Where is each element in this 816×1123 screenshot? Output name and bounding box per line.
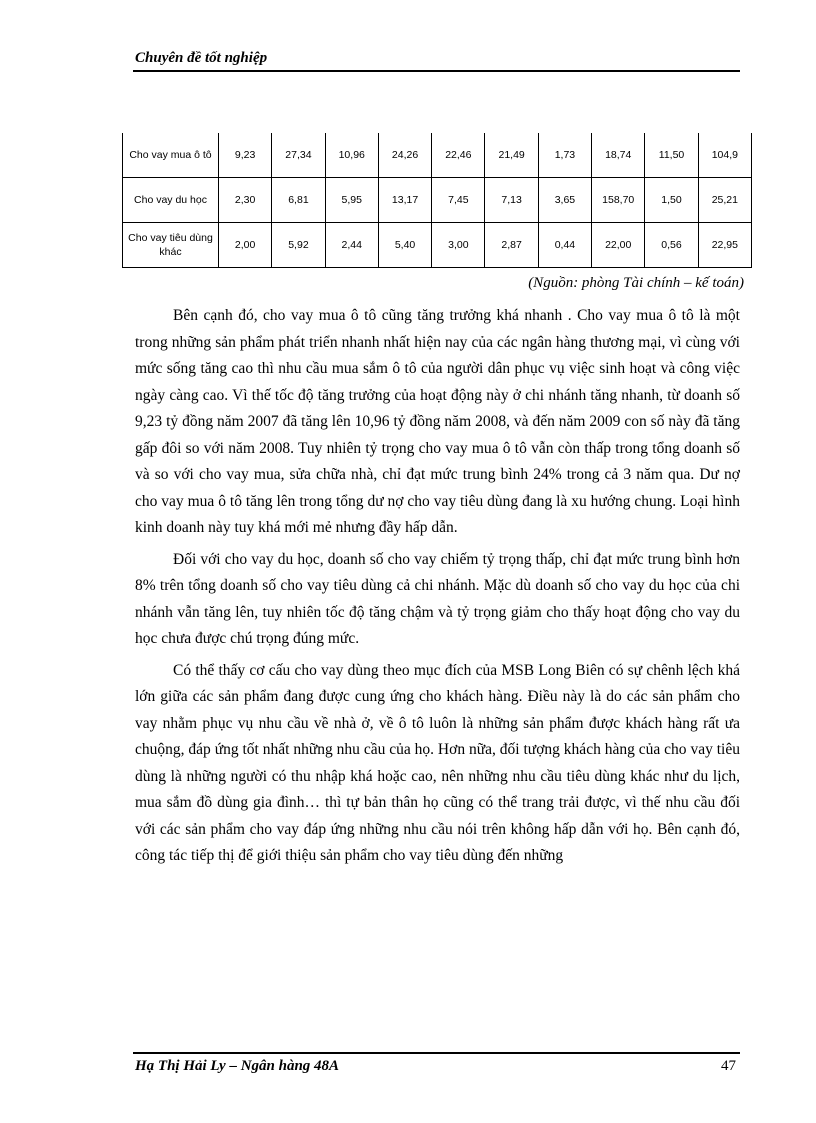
- page-header-title: Chuyên đề tốt nghiệp: [135, 50, 268, 66]
- table-cell: 5,95: [325, 178, 378, 223]
- table-cell: 22,00: [592, 223, 645, 268]
- table-cell: 22,46: [432, 133, 485, 178]
- loan-table: [122, 133, 752, 268]
- table-cell: 3,00: [432, 223, 485, 268]
- table-cell: 18,74: [592, 133, 645, 178]
- table-cell: 9,23: [219, 133, 272, 178]
- table-cell: 11,50: [645, 133, 698, 178]
- table-cell: 25,21: [698, 178, 751, 223]
- table-cell: 10,96: [325, 133, 378, 178]
- table-cell: 24,26: [378, 133, 431, 178]
- footer-rule: [133, 1052, 740, 1054]
- table-cell: 158,70: [592, 178, 645, 223]
- table-cell: 5,40: [378, 223, 431, 268]
- table-cell: 5,92: [272, 223, 325, 268]
- table-cell: 1,73: [538, 133, 591, 178]
- table-cell: 7,45: [432, 178, 485, 223]
- paragraph: Có thể thấy cơ cấu cho vay dùng theo mục đích của MSB Long Biên có sự chênh lệch khá lớn giữa các sản phẩm đang được cung ứng cho khách hàng. Điều này là do các sản phẩm cho vay nhằm phục vụ nhu cầu về nhà ở, về ô tô luôn là những sản phẩm được khách hàng rất ưa chuộng, đáp ứng tốt nhất những nhu cầu của họ. Hơn nữa, đối tượng khách hàng của cho vay tiêu dùng là những người có thu nhập khá hoặc cao, nên những nhu cầu tiêu dùng khác như du lịch, mua sắm đồ dùng gia đình… thì tự bản thân họ cũng có thể trang trải được, vì thế nhu cầu đối với các sản phẩm cho vay đáp ứng những nhu cầu nói trên không hấp dẫn với họ. Bên cạnh đó, công tác tiếp thị để giới thiệu sản phẩm cho vay tiêu dùng đến những: [135, 661, 740, 864]
- table-row: [123, 133, 752, 178]
- table-cell: 0,44: [538, 223, 591, 268]
- row-label: Cho vay du học: [123, 178, 219, 223]
- row-label: Cho vay tiêu dùng khác: [123, 223, 219, 268]
- table-cell: 2,30: [219, 178, 272, 223]
- body-text: [135, 303, 740, 875]
- table-cell: 2,87: [485, 223, 538, 268]
- table-cell: 27,34: [272, 133, 325, 178]
- paragraph: Bên cạnh đó, cho vay mua ô tô cũng tăng trưởng khá nhanh . Cho vay mua ô tô là một trong những sản phẩm phát triển nhanh nhất hiện nay của các ngân hàng thương mại, vì cùng với mức sống tăng cao thì nhu cầu mua sắm ô tô của người dân phục vụ việc sinh hoạt và công việc ngày càng cao. Vì thế tốc độ tăng trưởng của hoạt động này ở chi nhánh tăng nhanh, từ doanh số 9,23 tỷ đồng năm 2007 đã tăng lên 10,96 tỷ đồng năm 2008, và đến năm 2009 con số này đã tăng gấp đôi so với năm 2008. Tuy nhiên tỷ trọng cho vay mua ô tô vẫn còn thấp trong tổng doanh số và so với cho vay mua, sửa chữa nhà, chỉ đạt mức trung bình 24% trong cả 3 năm qua. Dư nợ cho vay mua ô tô tăng lên trong tổng dư nợ cho vay tiêu dùng đang là xu hướng chung. Loại hình kinh doanh này tuy khá mới mẻ nhưng đầy hấp dẫn.: [135, 307, 740, 536]
- row-label: Cho vay mua ô tô: [123, 133, 219, 178]
- table-cell: 104,9: [698, 133, 751, 178]
- table-cell: 1,50: [645, 178, 698, 223]
- table-source-note: (Nguồn: phòng Tài chính – kế toán): [528, 275, 744, 291]
- table-row: [123, 178, 752, 223]
- table-cell: 13,17: [378, 178, 431, 223]
- table-cell: 6,81: [272, 178, 325, 223]
- table-cell: 2,00: [219, 223, 272, 268]
- table-row: [123, 223, 752, 268]
- table-cell: 22,95: [698, 223, 751, 268]
- table-cell: 2,44: [325, 223, 378, 268]
- table-cell: 7,13: [485, 178, 538, 223]
- page-number: 47: [721, 1058, 736, 1074]
- table-cell: 0,56: [645, 223, 698, 268]
- table-cell: 3,65: [538, 178, 591, 223]
- header-rule: [133, 70, 740, 72]
- table-cell: 21,49: [485, 133, 538, 178]
- footer-author: Hạ Thị Hải Ly – Ngân hàng 48A: [135, 1058, 340, 1074]
- paragraph: Đối với cho vay du học, doanh số cho vay chiếm tỷ trọng thấp, chỉ đạt mức trung bình hơn 8% trên tổng doanh số cho vay tiêu dùng cả chi nhánh. Mặc dù doanh số cho vay du học của chi nhánh vẫn tăng lên, tuy nhiên tốc độ tăng chậm và tỷ trọng giảm cho thấy hoạt động cho vay du học chưa được chú trọng đúng mức.: [135, 550, 740, 647]
